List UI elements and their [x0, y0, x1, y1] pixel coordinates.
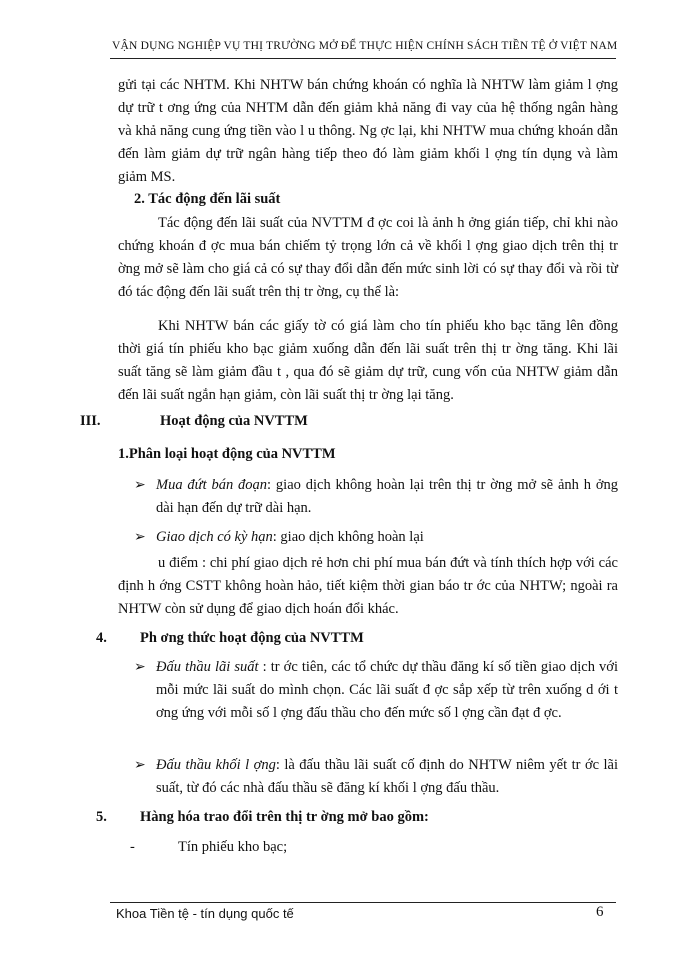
bullet-rate-tender-text: [156, 656, 618, 725]
paragraph-1: gửi tại các NHTM. Khi NHTW bán chứng khoán có nghĩa là NHTW làm giảm l ợng dự trữ t ơng ứng của NHTM dẫn đến giảm khả năng đi vay của hệ thống ngân hàng và khả năng cung ứng tiền vào l u thông. Ng ợc lại, khi NHTW mua chứng khoán dẫn đến làm giảm dự trữ ngân hàng tiếp theo đó làm giảm khối l ợng tín dụng và làm giảm MS.: [118, 77, 618, 185]
arrow-bullet-icon: ➢: [134, 529, 146, 545]
bullet-volume-tender-text: [156, 754, 618, 800]
arrow-bullet-icon: ➢: [134, 757, 146, 773]
page-number: 6: [596, 904, 604, 920]
bullet-outright-term: Mua đứt bán đoạn: [156, 477, 268, 493]
arrow-bullet-icon: ➢: [134, 477, 146, 493]
footer-divider: [110, 902, 616, 903]
dash-item-treasury-bills: Tín phiếu kho bạc;: [178, 839, 288, 855]
bullet-outright-desc: : giao dịch không hoàn lại trên thị tr ờng mở sẽ ảnh h ởng dài hạn đến dự trữ dài hạn.: [156, 477, 618, 516]
header-title: VẬN DỤNG NGHIỆP VỤ THỊ TRƯỜNG MỞ ĐỂ THỰC HIỆN CHÍNH SÁCH TIỀN TỆ Ở VIỆT NAM: [112, 40, 618, 52]
bullet-volume-tender: [134, 754, 618, 800]
heading-3-1-classification: 1.Phân loại hoạt động của NVTTM: [118, 446, 336, 462]
bullet-outright-text: [156, 474, 618, 520]
footer-faculty: Khoa Tiền tệ - tín dụng quốc tế: [116, 906, 294, 921]
arrow-bullet-icon: ➢: [134, 659, 146, 675]
bullet-rate-tender: [134, 656, 618, 748]
bullet-rate-tender-desc: : tr ớc tiên, các tổ chức dự thầu đăng kí số tiền giao dịch với mỗi mức lãi suất do mình chọn. Các lãi suất đ ợc sắp xếp từ trên xuống d ới t ơng ứng với mỗi số l ợng đấu thầu cho đến mức số l ợng cần đạt đ ợc.: [156, 659, 618, 721]
paragraph-3: Khi NHTW bán các giấy tờ có giá làm cho tín phiếu kho bạc tăng lên đồng thời giá tín phiếu kho bạc giảm xuống dẫn đến lãi suất trên thị tr ờng tăng. Khi lãi suất tăng sẽ làm giảm đầu t , qua đó sẽ giảm dự trữ, cung vốn của NHTW giảm dẫn đến lãi suất ngắn hạn giảm, còn lãi suất thị tr ờng lại tăng.: [118, 318, 618, 403]
heading-4-number: 4.: [96, 630, 107, 646]
bullet-volume-tender-desc: : là đấu thầu lãi suất cố định do NHTW niêm yết tr ớc lãi suất, từ đó các nhà đấu thầu sẽ đăng kí khối l ợng đấu thầu.: [156, 757, 619, 796]
paragraph-2: Tác động đến lãi suất của NVTTM đ ợc coi là ảnh h ởng gián tiếp, chỉ khi nào chứng khoán đ ợc mua bán chiếm tỷ trọng lớn cả về khối l ợng giao dịch trên thị tr ờng mở sẽ làm cho giá cả có sự thay đổi dẫn đến mức sinh lời có sự thay đổi và rồi từ đó tác động đến lãi suất trên thị tr ờng, cụ thể là:: [118, 215, 618, 300]
heading-5-title: Hàng hóa trao đổi trên thị tr ờng mở bao gồm:: [140, 809, 429, 825]
bullet-rate-tender-term: Đấu thầu lãi suất: [156, 659, 259, 675]
bullet-term-transaction: [134, 526, 618, 549]
bullet-term-desc: : giao dịch không hoàn lại: [272, 529, 424, 545]
heading-3-title: Hoạt động của NVTTM: [160, 413, 308, 429]
heading-2-interest-impact: 2. Tác động đến lãi suất: [134, 191, 281, 207]
heading-3-number: III.: [80, 413, 101, 429]
bullet-term-term: Giao dịch có kỳ hạn: [156, 529, 273, 545]
heading-4-title: Ph ơng thức hoạt động của NVTTM: [140, 630, 364, 646]
bullet-outright: [134, 474, 618, 520]
bullet-volume-tender-term: Đấu thầu khối l ợng: [156, 757, 276, 773]
heading-5-number: 5.: [96, 809, 107, 825]
bullet-term-text: [156, 526, 618, 549]
paragraph-advantages: u điểm : chi phí giao dịch rẻ hơn chi phí mua bán đứt và tính thích hợp với các định h ớng CSTT không hoàn hảo, tiết kiệm thời gian báo tr ớc của NHTW; ngoài ra NHTW còn sử dụng để giao dịch hoán đổi khác.: [118, 555, 618, 617]
dash-bullet: -: [130, 839, 135, 855]
